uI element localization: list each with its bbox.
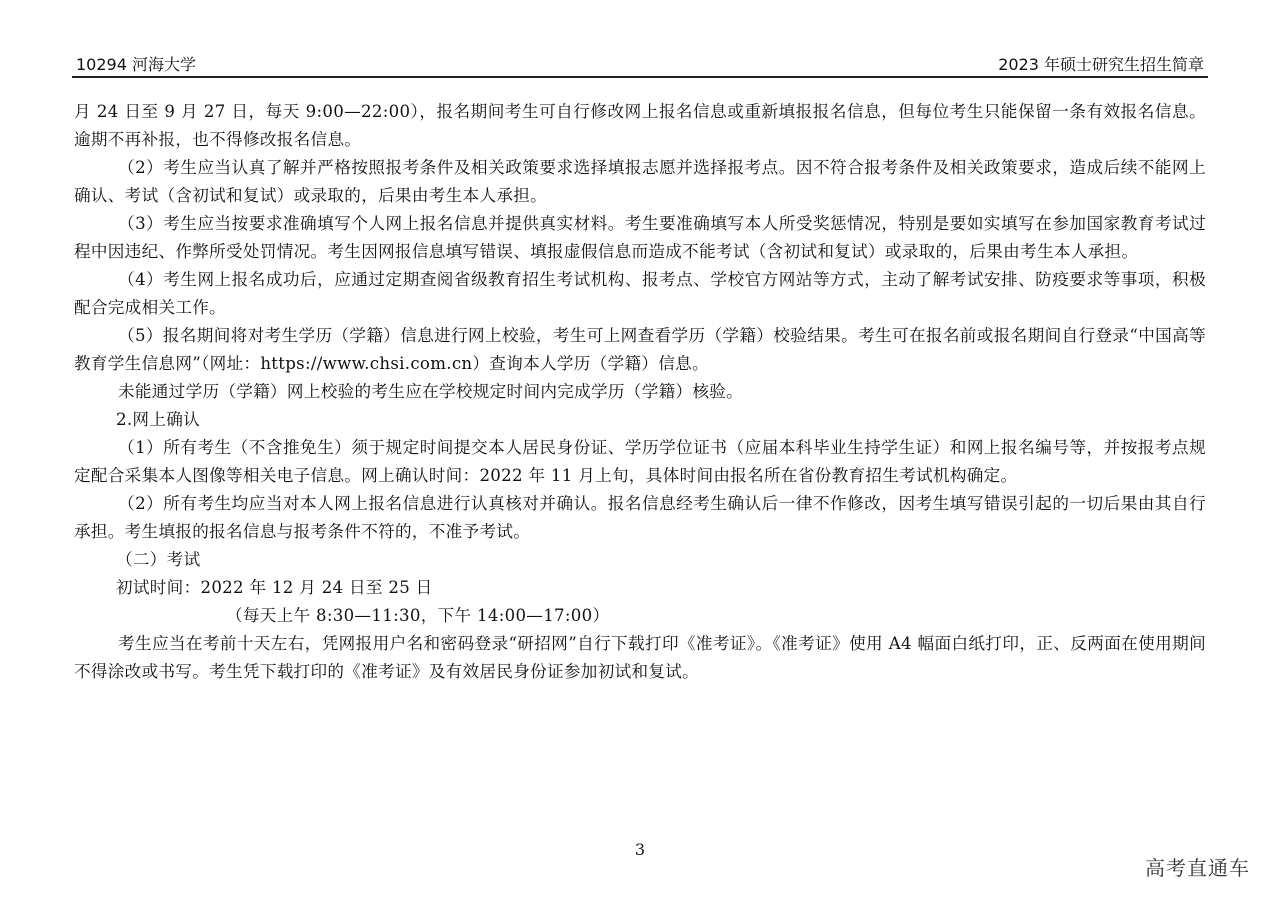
page-header bbox=[72, 48, 1208, 78]
paragraph-confirm-2: （2）所有考生均应当对本人网上报名信息进行认真核对并确认。报名信息经考生确认后一律不作修改，因考生填写错误引起的一切后果由其自行承担。考生填报的报名信息与报考条件不符的，不准予考试。 bbox=[74, 494, 1206, 541]
header-title: 2023 年硕士研究生招生简章 bbox=[998, 55, 1204, 74]
paragraph-item-4: （4）考生网上报名成功后，应通过定期查阅省级教育招生考试机构、报考点、学校官方网站等方式，主动了解考试安排、防疫要求等事项，积极配合完成相关工作。 bbox=[74, 270, 1206, 317]
exam-daily-hours: （每天上午 8:30—11:30，下午 14:00—17:00） bbox=[226, 606, 610, 625]
paragraph-note: 未能通过学历（学籍）网上校验的考生应在学校规定时间内完成学历（学籍）核验。 bbox=[118, 382, 744, 401]
paragraph-continuation: 月 24 日至 9 月 27 日，每天 9:00—22:00），报名期间考生可自行修改网上报名信息或重新填报报名信息，但每位考生只能保留一条有效报名信息。逾期不再补报，也不得修改报名信息。 bbox=[74, 102, 1206, 149]
document-body bbox=[74, 98, 1206, 686]
page-number: 3 bbox=[634, 840, 646, 859]
paragraph-item-2: （2）考生应当认真了解并严格按照报考条件及相关政策要求选择填报志愿并选择报考点。因不符合报考条件及相关政策要求，造成后续不能网上确认、考试（含初试和复试）或录取的，后果由考生本人承担。 bbox=[74, 158, 1206, 205]
paragraph-confirm-1: （1）所有考生（不含推免生）须于规定时间提交本人居民身份证、学历学位证书（应届本科毕业生持学生证）和网上报名编号等，并按报考点规定配合采集本人图像等相关电子信息。网上确认时间：2022 年 11 月上旬，具体时间由报名所在省份教育招生考试机构确定。 bbox=[74, 438, 1206, 485]
paragraph-item-3: （3）考生应当按要求准确填写个人网上报名信息并提供真实材料。考生要准确填写本人所受奖惩情况，特别是要如实填写在参加国家教育考试过程中因违纪、作弊所受处罚情况。考生因网报信息填写错误、填报虚假信息而造成不能考试（含初试和复试）或录取的，后果由考生本人承担。 bbox=[74, 214, 1206, 261]
section-heading-online-confirm: 2.网上确认 bbox=[116, 410, 201, 429]
paragraph-item-5: （5）报名期间将对考生学历（学籍）信息进行网上校验，考生可上网查看学历（学籍）校验结果。考生可在报名前或报名期间自行登录“中国高等教育学生信息网”（网址：https://www.chsi.com.cn）查询本人学历（学籍）信息。 bbox=[74, 326, 1206, 373]
watermark-text: 高考直通车 bbox=[1145, 856, 1250, 880]
paragraph-admission-ticket: 考生应当在考前十天左右，凭网报用户名和密码登录“研招网”自行下载打印《准考证》。《准考证》使用 A4 幅面白纸打印，正、反两面在使用期间不得涂改或书写。考生凭下载打印的《准考证》及有效居民身份证参加初试和复试。 bbox=[74, 634, 1206, 681]
section-heading-exam: （二）考试 bbox=[116, 550, 201, 569]
header-university: 10294 河海大学 bbox=[76, 55, 196, 74]
exam-date: 初试时间：2022 年 12 月 24 日至 25 日 bbox=[116, 578, 433, 597]
